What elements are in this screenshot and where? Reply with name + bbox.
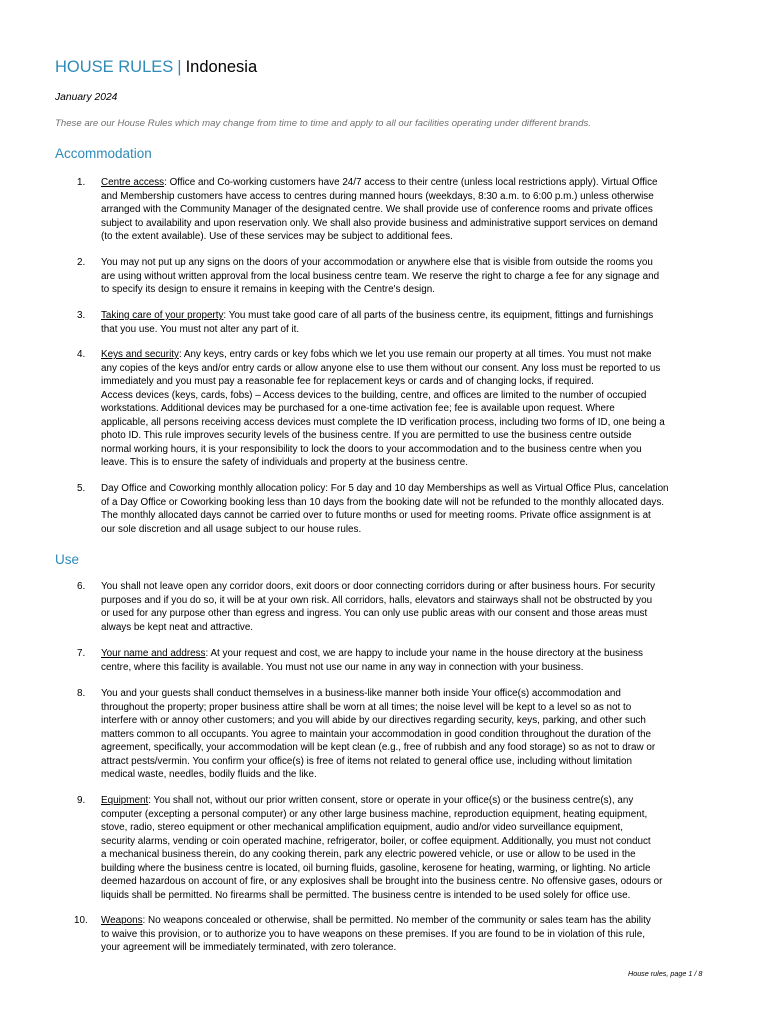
rule-line: arranged with the Community Manager of the designated centre. We shall provide use of conference rooms and private offices	[101, 204, 653, 215]
rule-line: to waive this provision, or to authorize you to have weapons on these premises. If you are found to be in violation of this rule,	[101, 928, 645, 940]
rule-line: You may not put up any signs on the doors of your accommodation or anywhere else that is visible from outside the rooms you	[101, 257, 653, 268]
rule-line: photo ID. This rule improves security levels of the business centre. If you are permitted to use the business centre outside	[101, 430, 632, 441]
rule-number: 2.	[77, 257, 86, 268]
rule-line: deemed hazardous on account of fire, or any explosives shall be brought into the business centre. No offensive gases, odours or	[101, 876, 663, 887]
rule-line: and Membership customers have access to centres during manned hours (weekdays, 8:30 a.m. to 6:00 p.m.) unless otherwise	[101, 190, 654, 202]
rule-line: normal working hours, it is your responsibility to lock the doors to your accommodation and to the business centre when you	[101, 443, 642, 455]
rule-number: 3.	[77, 310, 86, 321]
rule-line: throughout the property; proper business attire shall be worn at all times; the noise level will be kept to a level so as not to	[101, 701, 632, 713]
rule-number: 10.	[74, 915, 88, 926]
rule-line: centre, where this facility is available. You must not use our name in any way in connection with your business.	[101, 661, 584, 673]
page-title	[55, 56, 257, 78]
rule-text	[101, 309, 716, 336]
rule-line: to specify its design to ensure it remains in keeping with the Centre's design.	[101, 284, 435, 295]
section-heading-accommodation: Accommodation	[55, 146, 152, 161]
rule-text	[101, 687, 716, 782]
rule-line: that you use. You must not alter any part of it.	[101, 323, 300, 335]
rule-line: immediately and you must pay a reasonable fee for replacement keys or cards and of changing locks, if required.	[101, 376, 594, 387]
rule-line: : Any keys, entry cards or key fobs which we let you use remain our property at all times. You must not make	[178, 349, 652, 360]
rule-term: Your name and address	[101, 648, 206, 659]
rule-line: attract pests/vermin. You confirm your office(s) is free of items not related to general office use, including without limitation	[101, 755, 632, 767]
rule-text	[101, 176, 716, 244]
rule-line: : At your request and cost, we are happy to include your name in the house directory at the business	[205, 648, 643, 659]
rule-line: interfere with or annoy other customers; and you will abide by our directives regarding security, keys, parking, and other such	[101, 715, 646, 726]
rule-term: Taking care of your property	[101, 310, 224, 321]
rule-line: computer (excepting a personal computer) or any other large business machine, reproduction equipment, heating equipment,	[101, 808, 648, 820]
rule-term: Weapons	[101, 915, 143, 926]
rule-line: medical waste, needles, bodily fluids and the like.	[101, 769, 317, 780]
rule-line: Day Office and Coworking monthly allocation policy: For 5 day and 10 day Memberships as well as Virtual Office Plus, cancelation	[101, 483, 669, 494]
rule-line: (to the extent available). Use of these services may be subject to additional fees.	[101, 231, 453, 242]
rule-line: security alarms, vending or coin operated machine, refrigerator, boiler, or coffee equipment. Additionally, you must not conduct	[101, 835, 651, 847]
rule-line: or used for any purpose other than egress and ingress. You can only use public areas with our consent and those areas must	[101, 608, 648, 619]
rule-line: You shall not leave open any corridor doors, exit doors or door connecting corridors during or after business hours. For security	[101, 581, 656, 592]
rule-text	[101, 647, 716, 674]
rule-line: subject to availability and upon reservation only. We shall also provide business and administrative support services on demand	[101, 217, 658, 229]
title-country: Indonesia	[185, 58, 258, 76]
rule-text	[101, 914, 716, 955]
rule-line: any copies of the keys and/or entry cards or allow anyone else to use them without our consent. Any loss must be reported to us	[101, 362, 661, 374]
rule-text	[101, 482, 716, 536]
rule-line: agreement, specifically, your accommodation will be kept clean (e.g., free of rubbish and any food storage) so as not to draw or	[101, 742, 656, 753]
page-footer: House rules, page 1 / 8	[628, 969, 703, 978]
rule-line: are using without written approval from the local business centre team. We reserve the right to charge a fee for any signage and	[101, 270, 660, 282]
section-heading-use: Use	[55, 552, 80, 567]
rule-line: stove, radio, stereo equipment or other mechanical amplification equipment, audio and/or video surveillance equipment,	[101, 822, 624, 833]
rule-line: matters common to all occupants. You agree to maintain your accommodation in good condition throughout the duration of the	[101, 728, 652, 740]
rule-term: Keys and security	[101, 349, 179, 360]
title-separator: |	[177, 58, 182, 76]
rule-line: purposes and if you do so, it will be at your own risk. All corridors, halls, elevators and stairways shall not be obstructed by you	[101, 594, 653, 606]
intro-text: These are our House Rules which may change from time to time and apply to all our facilities operating under different brands.	[55, 118, 591, 129]
rule-line: your agreement will be immediately terminated, with zero tolerance.	[101, 942, 397, 953]
rule-text	[101, 794, 716, 902]
rule-line: workstations. Additional devices may be purchased for a one-time activation fee; fee is available upon request. Where	[101, 403, 615, 414]
rule-number: 5.	[77, 483, 86, 494]
rule-text	[101, 256, 716, 297]
rule-line: leave. This is to ensure the safety of individuals and property at the business centre.	[101, 457, 469, 468]
rule-line: of a Day Office or Coworking booking less than 10 days from the booking date will not be refunded to the monthly allocated days.	[101, 496, 665, 508]
rule-number: 8.	[77, 688, 86, 699]
rule-line: our sole discretion and all usage subject to our house rules.	[101, 523, 362, 535]
rule-line: a mechanical business therein, do any cooking therein, park any electric powered vehicle, or use or allow to be used in the	[101, 849, 636, 860]
rule-number: 1.	[77, 177, 86, 188]
rule-line: Access devices (keys, cards, fobs) – Access devices to the building, centre, and offices are limited to the number of occupied	[101, 389, 647, 401]
document-date: January 2024	[55, 92, 118, 103]
rule-line: always be kept neat and attractive.	[101, 621, 254, 633]
rule-number: 6.	[77, 581, 86, 592]
rule-number: 4.	[77, 349, 86, 360]
rule-text	[101, 348, 716, 470]
rule-number: 7.	[77, 648, 86, 659]
rule-line: : You must take good care of all parts of the business centre, its equipment, fittings and furnishings	[223, 310, 654, 321]
rule-line: : No weapons concealed or otherwise, shall be permitted. No member of the community or sales team has the ability	[142, 915, 651, 926]
rule-text	[101, 580, 716, 634]
rule-line: You and your guests shall conduct themselves in a business-like manner both inside Your office(s) accommodation and	[101, 688, 621, 699]
title-main: HOUSE RULES	[55, 58, 174, 76]
rule-number: 9.	[77, 795, 86, 806]
rule-term: Equipment	[101, 795, 149, 806]
rule-line: The monthly allocated days cannot be carried over to future months or used for meeting rooms. Private office assignment is at	[101, 510, 651, 521]
rule-line: liquids shall be permitted. No firearms shall be permitted. The business centre is intended to be used solely for office use.	[101, 889, 631, 901]
rule-line: : You shall not, without our prior written consent, store or operate in your office(s) or the business centre(s), any	[148, 795, 634, 806]
rule-line: building where the business centre is located, oil burning fluids, gasoline, kerosene for heating, warming, or lighting. No article	[101, 862, 651, 874]
rule-line: : Office and Co-working customers have 24/7 access to their centre (unless local restrictions apply). Virtual Office	[164, 177, 658, 188]
rule-line: applicable, all persons receiving access devices must complete the ID verification process, including two forms of ID, one being a	[101, 416, 665, 428]
rule-term: Centre access	[101, 177, 165, 188]
